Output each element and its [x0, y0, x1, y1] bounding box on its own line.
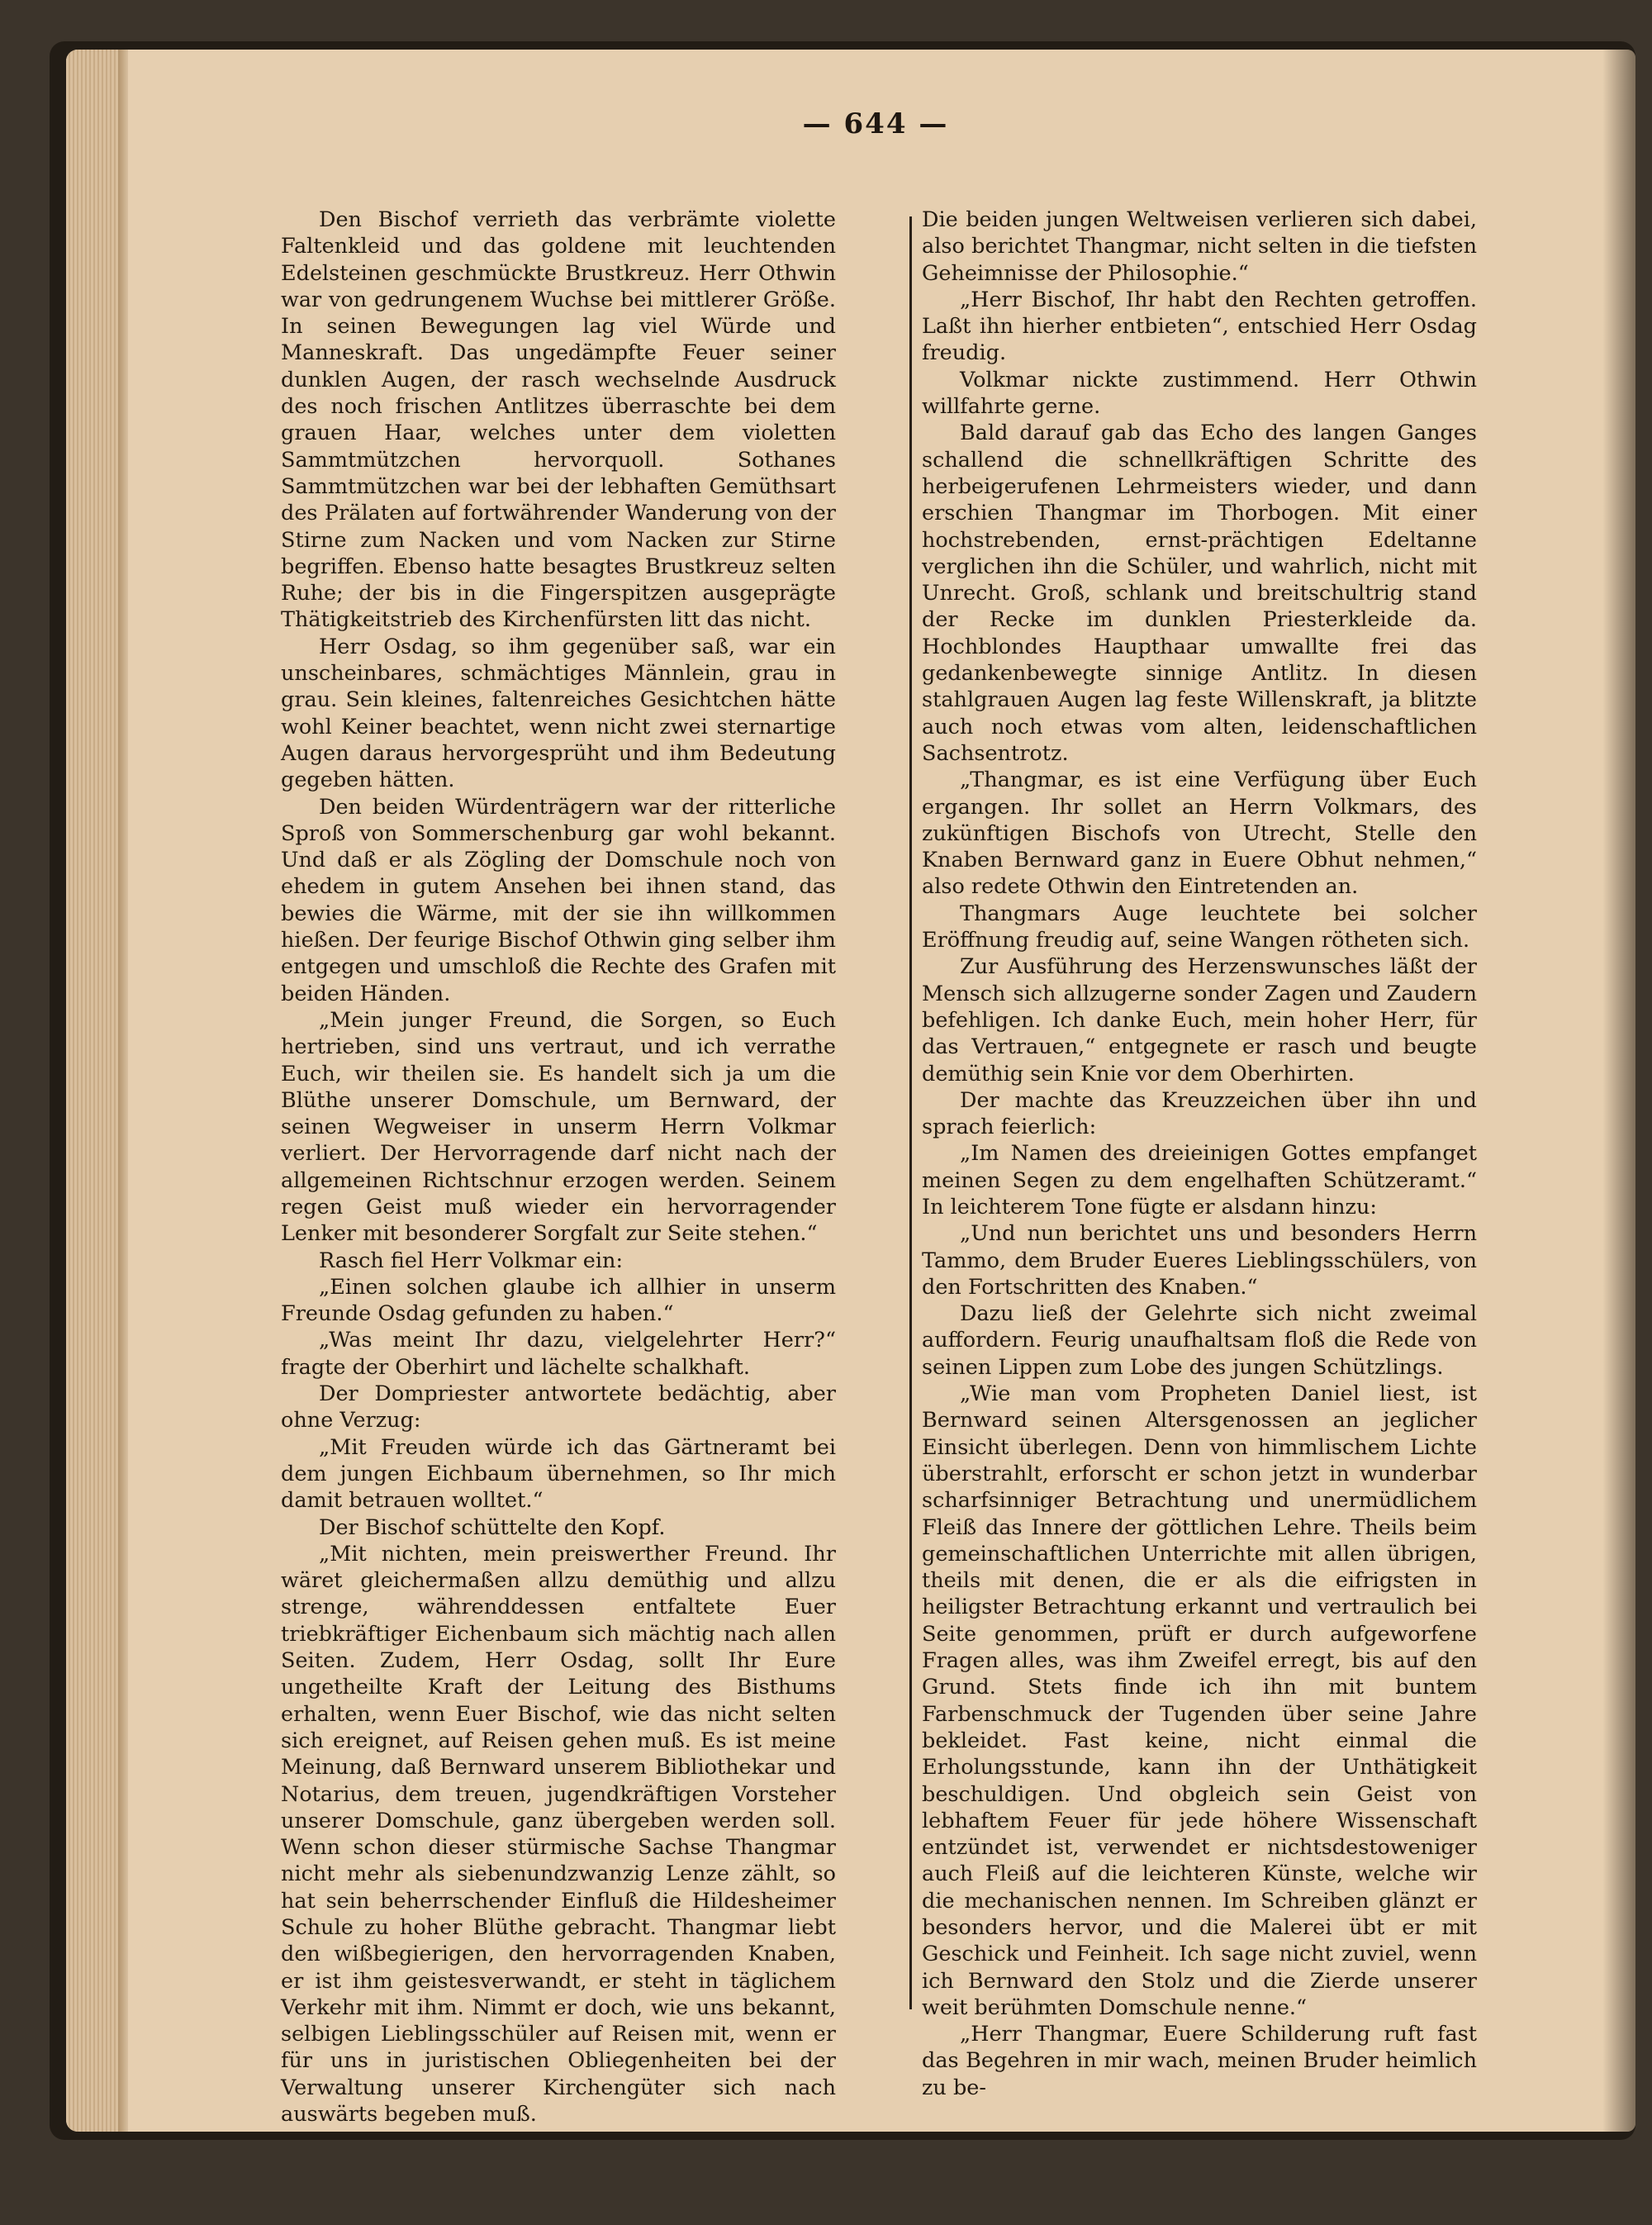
paragraph: „Herr Thangmar, Euere Schilderung ruft fast das Begehren in mir wach, meinen Bruder heimlich zu be-: [922, 2022, 1477, 2100]
left-column: [281, 207, 836, 2128]
gutter-shadow: [1602, 50, 1635, 2132]
paragraph: „Wie man vom Propheten Daniel liest, ist Bernward seinen Altersgenossen an jeglicher Einsicht überlegen. Denn von himmlischem Lichte überstrahlt, erforscht er schon jetzt in wunderbar scharfsinniger Betrachtung und unermüdlichem Fleiß das Innere der göttlichen Lehre. Theils beim gemeinschaftlichen Unterrichte mit allen übrigen, theils mit denen, die er als die eifrigsten in heiligster Betrachtung erkannt und vertraulich bei Seite genommen, prüft er durch aufgeworfene Fragen alles, was ihm Zweifel erregt, bis auf den Grund. Stets finde ich ihn mit buntem Farbenschmuck der Tugenden über seine Jahre bekleidet. Fast keine, nicht einmal die Erholungsstunde, kann ihn der Unthätigkeit beschuldigen. Und obgleich sein Geist von lebhaftem Feuer für jede höhere Wissenschaft entzündet ist, verwendet er nichtsdestoweniger auch Fleiß auf die leichteren Künste, welche wir die mechanischen nennen. Im Schreiben glänzt er besonders hervor, und die Malerei übt er mit Geschick und Feinheit. Ich sage nicht zuviel, wenn ich Bernward den Stolz und die Zierde unserer weit berühmten Domschule nenne.“: [922, 1381, 1477, 2020]
right-column: [922, 207, 1477, 2101]
paragraph: „Thangmar, es ist eine Verfügung über Euch ergangen. Ihr sollet an Herrn Volkmars, des zukünftigen Bischofs von Utrecht, Stelle den Knaben Bernward ganz in Euere Obhut nehmen,“ also redete Othwin den Eintretenden an.: [922, 768, 1477, 900]
page-edge-stack: [66, 50, 128, 2132]
paragraph: „Mein junger Freund, die Sorgen, so Euch hertrieben, sind uns vertraut, und ich verrathe Euch, wir theilen sie. Es handelt sich ja um die Blüthe unserer Domschule, um Bernward, der seinen Wegweiser in unserm Herrn Volkmar verliert. Der Hervorragende darf nicht nach der allgemeinen Richtschnur erzogen werden. Seinem regen Geist muß wieder ein hervorragender Lenker mit besonderer Sorgfalt zur Seite stehen.“: [281, 1007, 836, 1247]
paragraph: „Und nun berichtet uns und besonders Herrn Tammo, dem Bruder Eueres Lieblingsschülers, von den Fortschritten des Knaben.“: [922, 1221, 1477, 1300]
paragraph: Bald darauf gab das Echo des langen Ganges schallend die schnellkräftigen Schritte des herbeigerufenen Lehrmeisters wieder, und dann erschien Thangmar im Thorbogen. Mit einer hochstrebenden, ernst-prächtigen Edeltanne verglichen ihn die Schüler, und wahrlich, nicht mit Unrecht. Groß, schlank und breitschultrig stand der Recke im dunklen Priesterkleide da. Hochblondes Haupthaar umwallte frei das gedankenbewegte sinnige Antlitz. In diesen stahlgrauen Augen lag feste Willenskraft, ja blitzte auch noch etwas vom alten, leidenschaftlichen Sachsentrotz.: [922, 421, 1477, 766]
paragraph: „Herr Bischof, Ihr habt den Rechten getroffen. Laßt ihn hierher entbieten“, entschied Herr Osdag freudig.: [922, 287, 1477, 366]
paragraph: „Was meint Ihr dazu, vielgelehrter Herr?“ fragte der Oberhirt und lächelte schalkhaft.: [281, 1328, 836, 1380]
paragraph: Der machte das Kreuzzeichen über ihn und sprach feierlich:: [922, 1087, 1477, 1140]
paragraph: Der Bischof schüttelte den Kopf.: [319, 1514, 666, 1540]
paragraph: Der Dompriester antwortete bedächtig, aber ohne Verzug:: [281, 1381, 836, 1433]
paragraph: Den Bischof verrieth das verbrämte violette Faltenkleid und das goldene mit leuchtenden Edelsteinen geschmückte Brustkreuz. Herr Othwin war von gedrungenem Wuchse bei mittlerer Größe. In seinen Bewegungen lag viel Würde und Manneskraft. Das ungedämpfte Feuer seiner dunklen Augen, der rasch wechselnde Ausdruck des noch frischen Antlitzes überraschte bei dem grauen Haar, welches unter dem violetten Sammtmützchen hervorquoll. Sothanes Sammtmützchen war bei der lebhaften Gemüthsart des Prälaten auf fortwährender Wanderung von der Stirne zum Nacken und vom Nacken zur Stirne begriffen. Ebenso hatte besagtes Brustkreuz selten Ruhe; der bis in die Fingerspitzen ausgeprägte Thätigkeitstrieb des Kirchenfürsten litt das nicht.: [281, 207, 836, 633]
paragraph: Dazu ließ der Gelehrte sich nicht zweimal auffordern. Feurig unaufhaltsam floß die Rede von seinen Lippen zum Lobe des jungen Schützlings.: [922, 1301, 1477, 1380]
paragraph: Die beiden jungen Weltweisen verlieren sich dabei, also berichtet Thangmar, nicht selten in die tiefsten Geheimnisse der Philosophie.“: [922, 207, 1477, 286]
paragraph: Rasch fiel Herr Volkmar ein:: [319, 1248, 624, 1273]
paragraph: „Mit Freuden würde ich das Gärtneramt bei dem jungen Eichbaum übernehmen, so Ihr mich damit betrauen wolltet.“: [281, 1434, 836, 1514]
paragraph: Zur Ausführung des Herzenswunsches läßt der Mensch sich allzugerne sonder Zagen und Zaudern befehligen. Ich danke Euch, mein hoher Herr, für das Vertrauen,“ entgegnete er rasch und beugte demüthig sein Knie vor dem Oberhirten.: [922, 954, 1477, 1086]
paragraph: „Im Namen des dreieinigen Gottes empfanget meinen Segen zu dem engelhaften Schützeramt.“ In leichterem Tone fügte er alsdann hinzu:: [922, 1141, 1477, 1219]
column-rule: [909, 216, 912, 2009]
paragraph: Volkmar nickte zustimmend. Herr Othwin willfahrte gerne.: [922, 367, 1477, 420]
paragraph: „Einen solchen glaube ich allhier in unserm Freunde Osdag gefunden zu haben.“: [281, 1274, 836, 1327]
paragraph: „Mit nichten, mein preiswerther Freund. Ihr wäret gleichermaßen allzu demüthig und allzu strenge, währenddessen entfaltete Euer triebkräftiger Eichenbaum sich mächtig nach allen Seiten. Zudem, Herr Osdag, sollt Ihr Eure ungetheilte Kraft der Leitung des Bisthums erhalten, wenn Euer Bischof, wie das nicht selten sich ereignet, auf Reisen gehen muß. Es ist meine Meinung, daß Bernward unserem Bibliothekar und Notarius, dem treuen, jugendkräftigen Vorsteher unserer Domschule, ganz übergeben werden soll. Wenn schon dieser stürmische Sachse Thangmar nicht mehr als siebenundzwanzig Lenze zählt, so hat sein beherrschender Einfluß die Hildesheimer Schule zu hoher Blüthe gebracht. Thangmar liebt den wißbegierigen, den hervorragenden Knaben, er ist ihm geistesverwandt, er steht in täglichem Verkehr mit ihm. Nimmt er doch, wie uns bekannt, selbigen Lieblingsschüler auf Reisen mit, wenn er für uns in juristischen Obliegenheiten bei der Verwaltung unserer Kirchengüter sich nach auswärts begeben muß.: [281, 1541, 836, 2128]
paragraph: Herr Osdag, so ihm gegenüber saß, war ein unscheinbares, schmächtiges Männlein, grau in grau. Sein kleines, faltenreiches Gesichtchen hätte wohl Keiner beachtet, wenn nicht zwei sternartige Augen daraus hervorgesprüht und ihm Bedeutung gegeben hätten.: [281, 634, 836, 793]
paragraph: Den beiden Würdenträgern war der ritterliche Sproß von Sommerschenburg gar wohl bekannt. Und daß er als Zögling der Domschule noch von ehedem in gutem Ansehen bei ihnen stand, das bewies die Wärme, mit der sie ihn willkommen hießen. Der feurige Bischof Othwin ging selber ihm entgegen und umschloß die Rechte des Grafen mit beiden Händen.: [281, 794, 836, 1006]
paragraph: Thangmars Auge leuchtete bei solcher Eröffnung freudig auf, seine Wangen rötheten sich.: [922, 901, 1477, 953]
page-number: — 644 —: [802, 107, 949, 140]
